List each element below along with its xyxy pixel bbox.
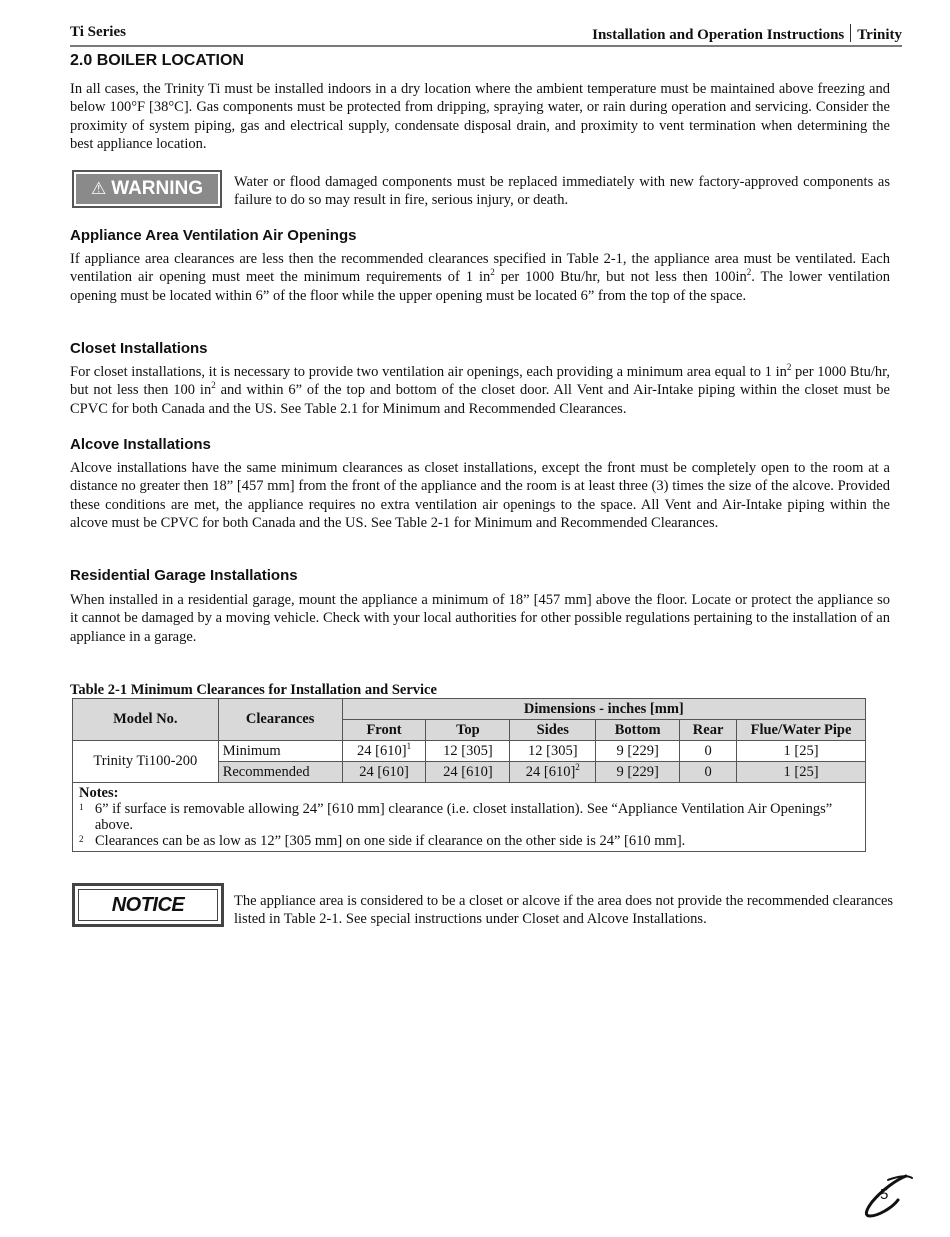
notice-label [72, 883, 224, 927]
dims-header: Dimensions - inches [mm] [342, 699, 865, 720]
header-right [592, 24, 902, 44]
col-sides: Sides [510, 720, 596, 741]
col-front: Front [342, 720, 426, 741]
brand-name: Trinity [857, 27, 902, 43]
note-number: 2 [79, 834, 84, 844]
rear-cell: 0 [680, 762, 737, 783]
sides-cell: 24 $[610]^2$ [510, 762, 596, 783]
bottom-cell: 9 [229] [596, 741, 680, 762]
top-cell: 12 [305] [426, 741, 510, 762]
notice-label-text: NOTICE [78, 889, 218, 921]
warning-label-text: WARNING [111, 178, 204, 199]
garage-paragraph: When installed in a residential garage, mount the appliance a minimum of 18” [457 mm] above the floor. Locate or protect the appliance so it cannot be damaged by a moving vehicle. Check with your local authorities for other possible regulations pertaining to the installation of an appliance in a garage. [70, 592, 890, 645]
rear-cell: 0 [680, 741, 737, 762]
ventilation-paragraph: If appliance area clearances are less then the recommended clearances specified in Table 2-1, the appliance area must be ventilated. Each ventilation air opening must meet the minimum requirements of 1 $in^2$ per 1000 Btu/hr, but not less then $100in^2$. The lower ventilation opening must be located within 6” of the floor while the upper opening must be located 6” from the top of the space. [70, 251, 891, 304]
garage-heading: Residential Garage Installations [70, 567, 298, 584]
table-notes-row [73, 783, 866, 852]
model-cell: Trinity Ti100-200 [73, 741, 219, 783]
flue-cell: 1 [25] [737, 741, 866, 762]
warning-label [72, 170, 222, 208]
row-label: Recommended [218, 762, 342, 783]
doc-title: Installation and Operation Instructions [592, 27, 845, 43]
col-model: Model No. [73, 699, 219, 741]
header-divider [850, 24, 851, 42]
alcove-paragraph: Alcove installations have the same minimum clearances as closet installations, except the front must be completely open to the room at a distance no greater then 18” [457 mm] from the front of the appliance and the room is at least three (3) times the size of the alcove. Provided these conditions are met, the appliance requires no extra ventilation air openings to the space. All Vent and Air-Intake piping within the alcove must be CPVC for both Canada and the US. See Table 2-1 for Minimum and Recommended Clearances. [70, 460, 890, 531]
front-cell: 24 $[610]^1$ [342, 741, 426, 762]
closet-paragraph: For closet installations, it is necessary to provide two ventilation air openings, each providing a minimum area equal to 1 $in^2$ per 1000 Btu/hr, but not less then 100 $in^2$ and within 6” of the top and bottom of the closet door. All Vent and Air-Intake piping within the closet must be CPVC for both Canada and the US. See Table 2.1 for Minimum and Recommended Clearances. [70, 362, 890, 417]
warning-triangle-icon: ⚠ [90, 179, 107, 198]
flue-cell: 1 [25] [737, 762, 866, 783]
note-number: 1 [79, 802, 84, 812]
warning-text: Water or flood damaged components must be replaced immediately with new factory-approved components as failure to do so may result in fire, serious injury, or death. [234, 174, 890, 209]
alcove-heading: Alcove Installations [70, 436, 211, 453]
top-cell: 24 [610] [426, 762, 510, 783]
note-item [79, 801, 859, 833]
clearances-table [72, 698, 866, 852]
col-flue: Flue/Water Pipe [737, 720, 866, 741]
col-bottom: Bottom [596, 720, 680, 741]
header-rule [70, 45, 902, 47]
table-header-row [73, 699, 866, 720]
front-cell: 24 [610] [342, 762, 426, 783]
closet-heading: Closet Installations [70, 340, 208, 357]
col-top: Top [426, 720, 510, 741]
notes-title: Notes: [79, 785, 119, 801]
ventilation-heading: Appliance Area Ventilation Air Openings [70, 227, 357, 244]
page-header [70, 22, 902, 46]
col-rear: Rear [680, 720, 737, 741]
note-text: Clearances can be as low as 12” [305 mm] on one side if clearance on the other side is 24” [610 mm]. [95, 833, 686, 849]
table-caption: Table 2-1 Minimum Clearances for Installation and Service [70, 682, 437, 698]
section-title: 2.0 BOILER LOCATION [70, 52, 244, 69]
sides-cell: 12 [305] [510, 741, 596, 762]
col-clearances: Clearances [218, 699, 342, 741]
intro-paragraph: In all cases, the Trinity Ti must be installed indoors in a dry location where the ambient temperature must be maintained above freezing and below 100°F [38°C]. Gas components must be protected from dripping, spraying water, or rain during operation and servicing. Consider the proximity of system piping, gas and electrical supply, condensate disposal drain, and proximity to vent termination when determining the best appliance location. [70, 81, 890, 152]
page-number: 5 [880, 1186, 889, 1203]
bottom-cell: 9 [229] [596, 762, 680, 783]
series-name: Ti Series [70, 24, 126, 40]
table-row [73, 741, 866, 762]
note-text: 6” if surface is removable allowing 24” [610 mm] clearance (i.e. closet installation). See “Appliance Ventilation Air Openings” above. [94, 801, 833, 833]
table-notes [73, 783, 866, 852]
note-item [79, 833, 859, 849]
notice-text: The appliance area is considered to be a closet or alcove if the area does not provide the recommended clearances listed in Table 2-1. See special instructions under Closet and Alcove Installations. [234, 893, 894, 928]
row-label: Minimum [218, 741, 342, 762]
